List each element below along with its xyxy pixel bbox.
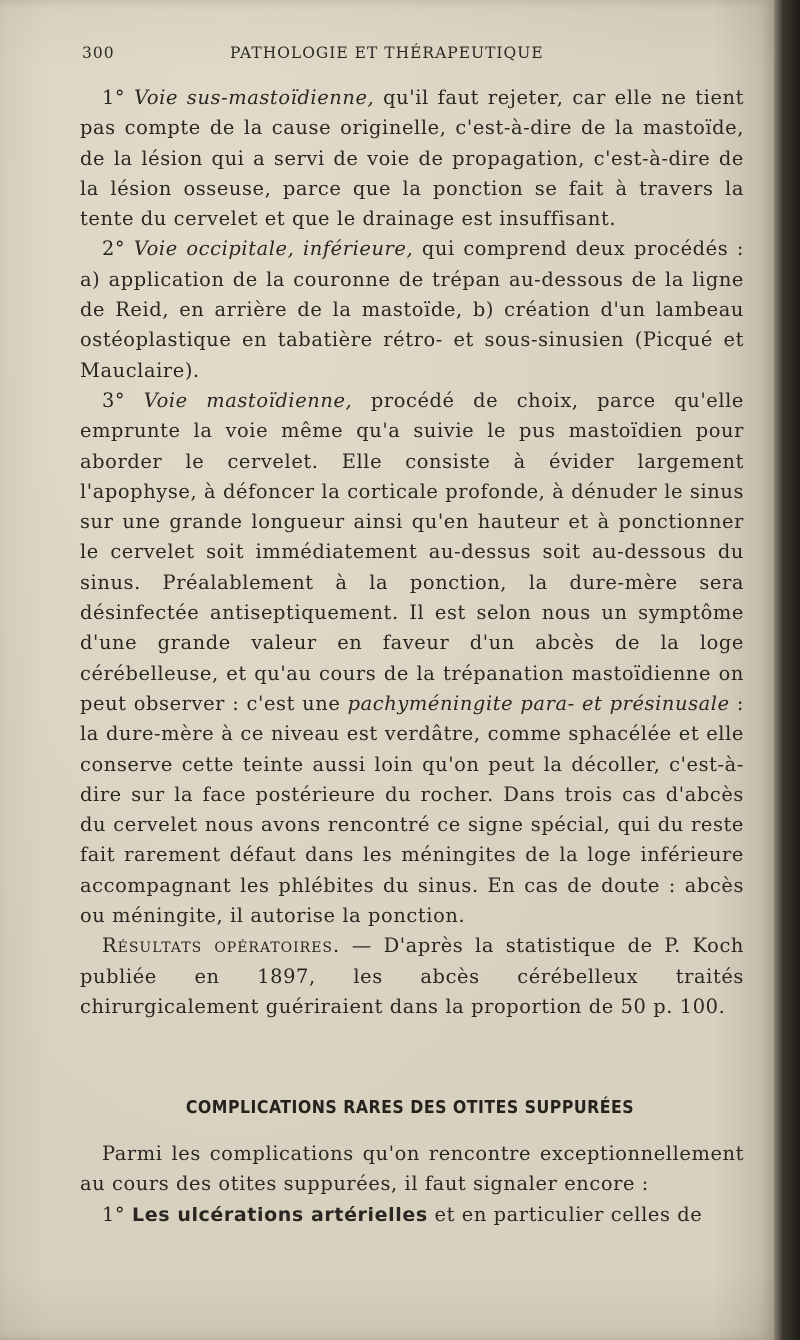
- paragraph-voie-occipitale: [80, 234, 744, 385]
- page-edge-shadow: [774, 0, 800, 1340]
- paragraph-text: qui comprend deux procédés : a) application de la couronne de trépan au-dessous de la ligne de Reid, en arrière de la mastoïde, b) création d'un lambeau ostéoplastique en tabatière rétro- et sous-sinusien (Picqué et Mauclaire).: [80, 237, 745, 382]
- bold-term: Les ulcérations artérielles: [132, 1203, 428, 1226]
- body-text: [80, 83, 744, 1022]
- item-number: 3°: [102, 388, 126, 412]
- paragraph-ulcerations: [80, 1200, 744, 1230]
- paragraph-text-continued: : la dure-mère à ce niveau est verdâtre, comme sphacélée et elle conserve cette teinte aussi loin qu'on peut la décoller, c'est-à-dire sur la face postérieure du rocher. Dans trois cas d'abcès du cervelet nous avons rencontré ce signe spécial, qui du reste fait rarement défaut dans les méningites de la loge inférieure accompagnant les phlébites du sinus. En cas de doute : abcès ou méningite, il autorise la ponction.: [80, 691, 745, 928]
- paragraph-lead: Résultats opératoires.: [102, 934, 341, 958]
- item-number: 1°: [102, 86, 126, 109]
- italic-term: pachyméningite para- et présinusale: [347, 691, 730, 715]
- item-title: Voie mastoïdienne,: [143, 388, 353, 412]
- paragraph-text: — D'après la statistique de P. Koch publiée en 1897, les abcès cérébelleux traités chirurgicalement guériraient dans la proportion de 50 p. 100.: [80, 934, 744, 1018]
- item-title: Voie occipitale, inférieure,: [133, 237, 414, 261]
- paragraph-text: qu'il faut rejeter, car elle ne tient pas compte de la cause originelle, c'est-à-dire de la mastoïde, de la lésion qui a servi de voie de propagation, c'est-à-dire de la lésion osseuse, parce que la ponction se fait à travers la tente du cervelet et que le drainage est insuffisant.: [80, 86, 744, 231]
- paragraph-text: procédé de choix, parce qu'elle emprunte la voie même qu'a suivie le pus mastoïdien pour aborder le cervelet. Elle consiste à évider largement l'apophyse, à défoncer la corticale profonde, à dénuder le sinus sur une grande longueur ainsi qu'en hauteur et à ponctionner le cervelet soit immédiatement au-dessus soit au-dessous du sinus. Préalablement à la ponction, la dure-mère sera désinfectée antiseptiquement. Il est selon nous un symptôme d'une grande valeur en faveur d'un abcès de la loge cérébelleuse, et qu'au cours de la trépanation mastoïdienne on peut observer : c'est une: [80, 388, 745, 715]
- item-title: Voie sus-mastoïdienne,: [134, 86, 375, 109]
- page-number: 300: [82, 44, 115, 62]
- paragraph-intro: Parmi les complications qu'on rencontre exceptionnellement au cours des otites suppurées, il faut signaler encore :: [80, 1142, 744, 1196]
- running-head: PATHOLOGIE ET THÉRAPEUTIQUE: [230, 44, 544, 62]
- page-header: [82, 44, 742, 68]
- paragraph-voie-sus-mastoidienne: [80, 83, 744, 234]
- section-title: COMPLICATIONS RARES DES OTITES SUPPURÉES: [185, 1098, 635, 1118]
- section-body: [80, 1139, 744, 1230]
- paragraph-text: et en particulier celles de: [434, 1202, 703, 1226]
- paragraph-resultats-operatoires: [80, 931, 744, 1022]
- paragraph-voie-mastoidienne: [80, 386, 744, 931]
- item-number: 2°: [102, 237, 126, 261]
- item-number: 1°: [102, 1202, 126, 1226]
